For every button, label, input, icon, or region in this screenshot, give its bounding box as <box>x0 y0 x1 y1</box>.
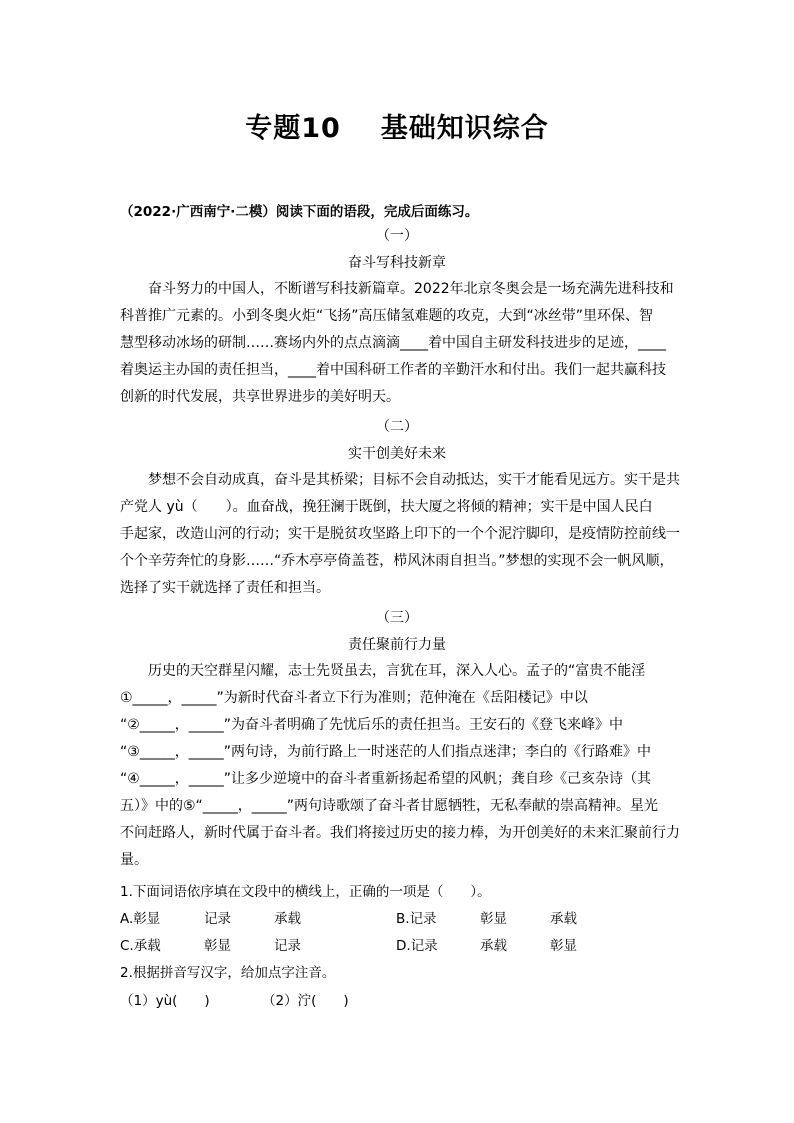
text-line: 五）》中的⑤“_____，_____”两句诗歌颂了奋斗者甘愿牺牲，无私奉献的崇高精神。星光 <box>120 798 659 814</box>
text-line: “②_____，_____”为奋斗者明确了先忧后乐的责任担当。王安石的《登飞来峰》中 <box>120 717 624 733</box>
section-paragraph-3 <box>120 658 680 874</box>
section-paragraph-1 <box>120 276 676 411</box>
section-heading-2: 实干创美好未来 <box>348 446 446 462</box>
text-line: 手起家，改造山河的行动；实干是脱贫攻坚路上印下的一个个泥泞脚印，是疫情防控前线一 <box>120 526 680 542</box>
section-number-3: （三） <box>376 610 418 626</box>
section-heading-1: 奋斗写科技新章 <box>348 255 446 271</box>
text-line: 创新的时代发展，共享世界进步的美好明天。 <box>120 389 400 405</box>
option-word: 彰显 <box>480 911 507 927</box>
option-word: 彰显 <box>550 938 577 954</box>
option-label: B. <box>396 911 410 927</box>
text-line: 慧型移动冰场的研制……赛场内外的点点滴滴____着中国自主研发科技进步的足迹，____ <box>120 335 666 351</box>
option-word: 承载 <box>480 938 507 954</box>
page-title <box>0 106 794 145</box>
text-line: “③_____，_____”两句诗，为前行路上一时迷茫的人们指点迷津；李白的《行路难》中 <box>120 744 652 760</box>
text-line: 着奥运主办国的责任担当，____着中国科研工作者的辛勤汗水和付出。我们一起共赢科技 <box>120 362 666 378</box>
text-line: 梦想不会自动成真，奋斗是其桥梁；目标不会自动抵达，实干才能看见远方。实干是共 <box>120 472 680 488</box>
option-word: 彰显 <box>204 938 231 954</box>
option-word: 承载 <box>550 911 577 927</box>
text-line: 选择了实干就选择了责任和担当。 <box>120 580 330 596</box>
section-number-2: （二） <box>376 419 418 435</box>
question-2-item-1: （1）yù( ) <box>120 993 210 1009</box>
text-line: 个个辛劳奔忙的身影……“乔木亭亭倚盖苍，栉风沐雨自担当。”梦想的实现不会一帆风顺， <box>120 553 674 569</box>
title-part1: 专题10 <box>245 113 341 144</box>
option-word: 记录 <box>274 938 301 954</box>
option-word: 记录 <box>410 938 438 954</box>
text-line: 产党人 yù（ ）。血奋战，挽狂澜于既倒，扶大厦之将倾的精神；实干是中国人民白 <box>120 499 653 515</box>
option-d <box>396 934 438 954</box>
text-line: 不问赶路人，新时代属于奋斗者。我们将接过历史的接力棒，为开创美好的未来汇聚前行力 <box>120 825 680 841</box>
option-c <box>120 934 161 954</box>
text-line: ①_____，_____”为新时代奋斗者立下行为准则；范仲淹在《岳阳楼记》中以 <box>120 690 588 706</box>
question-2-item-2: （2）泞( ) <box>262 993 349 1009</box>
section-paragraph-2 <box>120 467 680 602</box>
question-1-stem: 1.下面词语依序填在文段中的横线上，正确的一项是（ ）。 <box>120 884 491 900</box>
text-line: 量。 <box>120 852 148 868</box>
option-label: C. <box>120 938 134 954</box>
text-line: 科普推广元素的。小到冬奥火炬“飞扬”高压储氢难题的攻克，大到“冰丝带”里环保、智 <box>120 308 654 324</box>
text-line: 奋斗努力的中国人，不断谱写科技新篇章。2022年北京冬奥会是一场充满先进科技和 <box>120 281 674 297</box>
option-word: 记录 <box>409 911 437 927</box>
question-2-stem: 2.根据拼音写汉字，给加点字注音。 <box>120 965 336 981</box>
option-word: 承载 <box>133 938 161 954</box>
text-line: “④_____，_____”让多少逆境中的奋斗者重新扬起希望的风帆；龚自珍《己亥杂诗（其 <box>120 771 652 787</box>
question-intro: （2022·广西南宁·二模）阅读下面的语段，完成后面练习。 <box>120 204 479 220</box>
section-number-1: （一） <box>376 228 418 244</box>
text-line: 历史的天空群星闪耀，志士先贤虽去，言犹在耳，深入人心。孟子的“富贵不能淫 <box>120 663 646 679</box>
option-word: 记录 <box>204 911 231 927</box>
section-heading-3: 责任聚前行力量 <box>348 637 446 653</box>
option-label: D. <box>396 938 411 954</box>
option-a <box>120 907 160 927</box>
option-b <box>396 907 437 927</box>
option-label: A. <box>120 911 134 927</box>
option-word: 彰显 <box>133 911 161 927</box>
title-part2: 基础知识综合 <box>380 113 549 144</box>
option-word: 承载 <box>274 911 301 927</box>
